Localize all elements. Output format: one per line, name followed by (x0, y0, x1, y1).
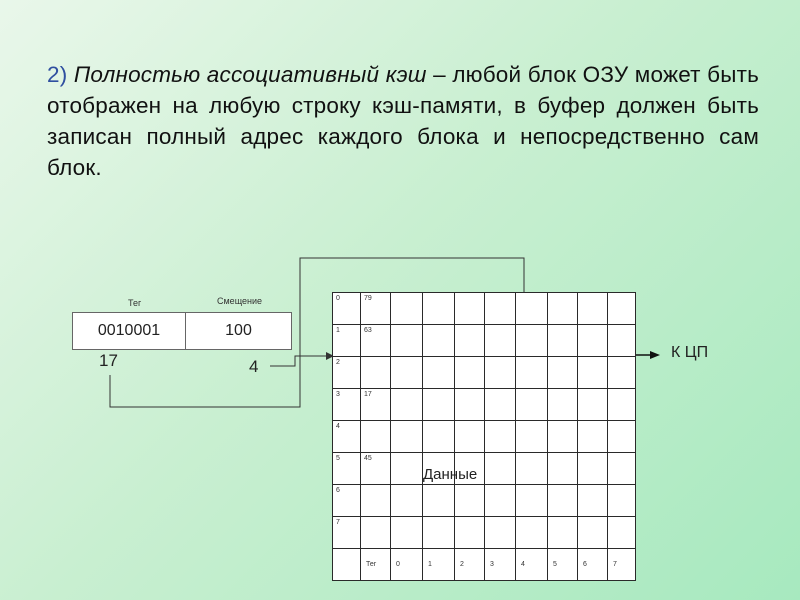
data-cell (455, 389, 485, 421)
data-cell (608, 357, 636, 389)
footer-byte-index: 5 (548, 549, 578, 581)
data-cell (516, 389, 548, 421)
footer-byte-index: 4 (516, 549, 548, 581)
data-cell (548, 421, 578, 453)
data-cell (578, 293, 608, 325)
data-cell (608, 453, 636, 485)
data-cell (455, 293, 485, 325)
row-index: 5 (333, 453, 361, 485)
data-cell (578, 421, 608, 453)
to-cpu-label: К ЦП (671, 344, 709, 361)
data-cell (391, 357, 423, 389)
title-rest: – любой блок ОЗУ может быть отображен на любую строку кэш-памяти, в буфер должен быть записан полный адрес каждого блока и непосредственно сам блок. (47, 62, 760, 180)
data-cell (578, 453, 608, 485)
data-cell (578, 485, 608, 517)
row-index: 1 (333, 325, 361, 357)
data-cell (423, 421, 455, 453)
row-tag: 17 (361, 389, 391, 421)
tag-value: 0010001 (73, 313, 186, 349)
offset-field-label: Смещение (217, 296, 263, 306)
data-cell (608, 293, 636, 325)
data-cell (578, 357, 608, 389)
row-tag (361, 517, 391, 549)
data-cell (391, 453, 423, 485)
cache-row (333, 485, 636, 517)
data-cell (391, 485, 423, 517)
cache-memory-grid (332, 292, 635, 581)
data-cell (485, 485, 516, 517)
data-cell (548, 389, 578, 421)
cache-row (333, 453, 636, 485)
cache-row (333, 325, 636, 357)
data-cell (391, 421, 423, 453)
data-cell (423, 389, 455, 421)
footer-byte-index: 3 (485, 549, 516, 581)
data-cell (516, 293, 548, 325)
data-cell (455, 485, 485, 517)
data-label: Данные (423, 466, 478, 483)
data-cell (608, 389, 636, 421)
row-tag (361, 485, 391, 517)
data-cell (548, 453, 578, 485)
cache-row (333, 517, 636, 549)
offset-bit-count: 4 (249, 357, 259, 376)
data-cell (516, 517, 548, 549)
data-cell (485, 357, 516, 389)
row-tag: 63 (361, 325, 391, 357)
data-cell (455, 421, 485, 453)
tag-field-label: Тег (128, 298, 142, 308)
row-index: 3 (333, 389, 361, 421)
data-cell (485, 293, 516, 325)
footer-empty-cell (333, 549, 361, 581)
data-cell (455, 357, 485, 389)
data-cell (423, 357, 455, 389)
data-cell (516, 421, 548, 453)
data-cell (516, 485, 548, 517)
data-cell (608, 421, 636, 453)
data-cell (423, 293, 455, 325)
data-cell (391, 389, 423, 421)
data-cell (548, 517, 578, 549)
row-index: 7 (333, 517, 361, 549)
cache-row (333, 389, 636, 421)
data-cell (548, 485, 578, 517)
cache-footer-row (333, 549, 636, 581)
data-cell (608, 485, 636, 517)
data-cell (608, 517, 636, 549)
data-cell (423, 517, 455, 549)
cache-row (333, 421, 636, 453)
data-cell (391, 293, 423, 325)
data-cell (578, 389, 608, 421)
cache-row (333, 293, 636, 325)
data-cell (516, 357, 548, 389)
row-tag: 79 (361, 293, 391, 325)
row-tag (361, 357, 391, 389)
data-cell (391, 325, 423, 357)
data-cell (548, 357, 578, 389)
footer-byte-index: 1 (423, 549, 455, 581)
data-cell (455, 517, 485, 549)
tag-bit-count: 17 (99, 351, 118, 370)
cache-table (332, 292, 636, 581)
data-cell (548, 325, 578, 357)
title-italic-part: Полностью ассоциативный кэш (73, 62, 427, 87)
row-tag: 45 (361, 453, 391, 485)
data-cell (391, 517, 423, 549)
cache-row (333, 357, 636, 389)
data-cell (548, 293, 578, 325)
data-cell (608, 325, 636, 357)
data-cell (516, 325, 548, 357)
data-cell (485, 421, 516, 453)
row-index: 2 (333, 357, 361, 389)
data-cell (578, 517, 608, 549)
footer-byte-index: 2 (455, 549, 485, 581)
title-number: 2) (47, 62, 68, 87)
row-index: 4 (333, 421, 361, 453)
row-index: 0 (333, 293, 361, 325)
data-cell (423, 485, 455, 517)
data-cell (485, 517, 516, 549)
data-cell (455, 325, 485, 357)
footer-tag-label: Тег (361, 549, 391, 581)
address-register (72, 312, 292, 350)
data-cell (485, 389, 516, 421)
data-cell (423, 325, 455, 357)
offset-value: 100 (225, 322, 252, 339)
data-cell (485, 453, 516, 485)
footer-byte-index: 7 (608, 549, 636, 581)
row-tag (361, 421, 391, 453)
footer-byte-index: 0 (391, 549, 423, 581)
footer-byte-index: 6 (578, 549, 608, 581)
row-index: 6 (333, 485, 361, 517)
data-cell (516, 453, 548, 485)
data-cell (485, 325, 516, 357)
data-cell (578, 325, 608, 357)
